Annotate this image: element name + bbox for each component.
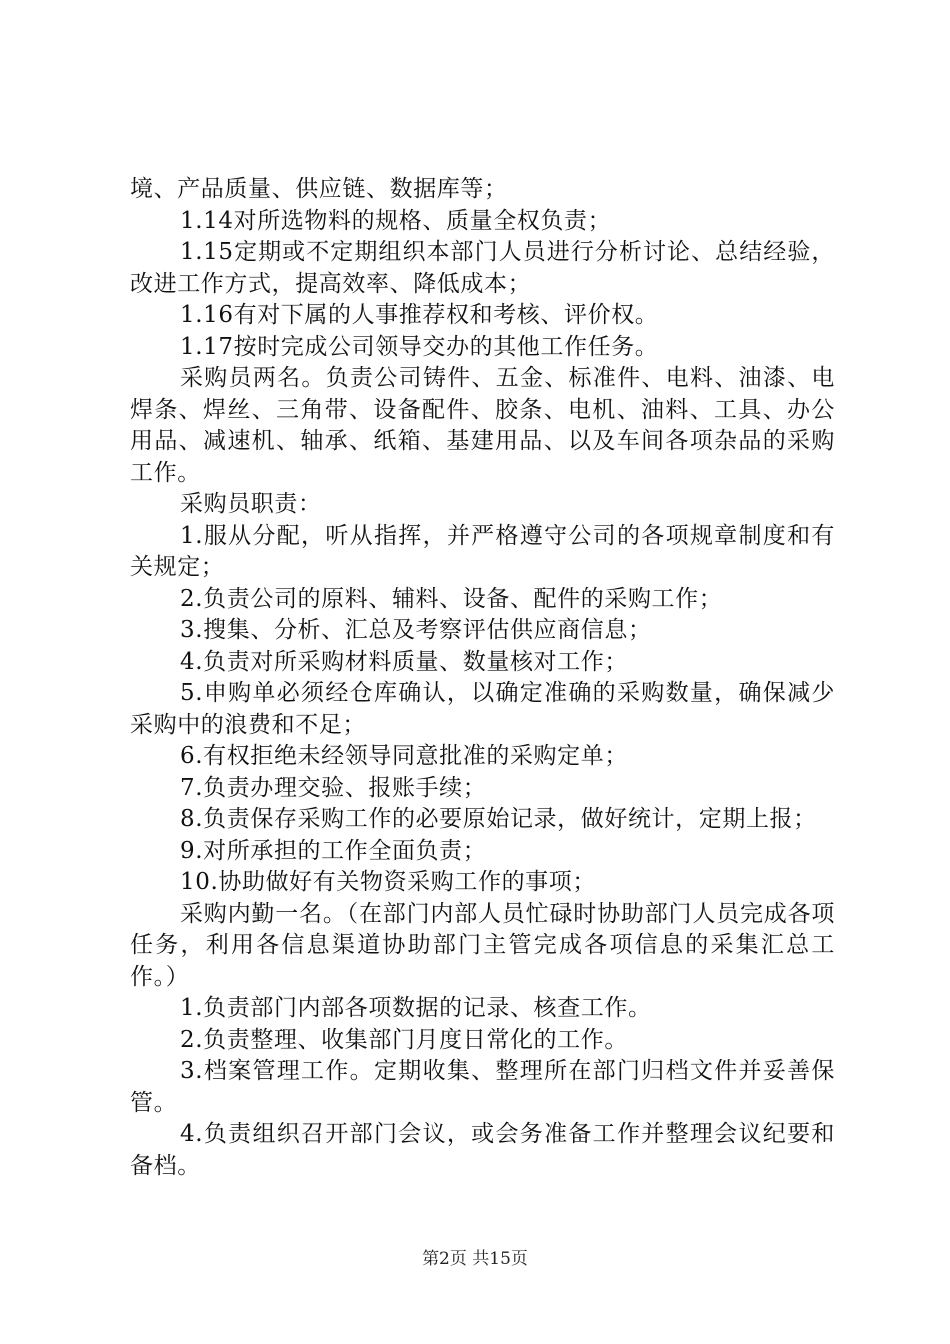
paragraph-13: 6.有权拒绝未经领导同意批准的采购定单；: [180, 743, 628, 769]
paragraph-21: 3.档案管理工作。定期收集、整理所在部门归档文件并妥善保管。: [130, 1058, 835, 1116]
paragraph-17: 10.协助做好有关物资采购工作的事项；: [180, 869, 596, 895]
paragraph-4: 1.16有对下属的人事推荐权和考核、评价权。: [180, 302, 659, 328]
paragraph-6: 采购员两名。负责公司铸件、五金、标准件、电料、油漆、电焊条、焊丝、三角带、设备配件、胶条、电机、油料、工具、办公用品、减速机、轴承、纸箱、基建用品、以及车间各项杂品的采购工作。: [130, 365, 835, 486]
paragraph-9: 2.负责公司的原料、辅料、设备、配件的采购工作；: [180, 585, 723, 612]
paragraph-18: 采购内勤一名。（在部门内部人员忙碌时协助部门人员完成各项任务，利用各信息渠道协助部门主管完成各项信息的采集汇总工作。）: [130, 900, 835, 990]
paragraph-7: 采购员职责：: [180, 491, 322, 517]
paragraph-20: 2.负责整理、收集部门月度日常化的工作。: [180, 1026, 628, 1053]
paragraph-11: 4.负责对所采购材料质量、数量核对工作；: [180, 648, 628, 675]
paragraph-1: 境、产品质量、供应链、数据库等；: [130, 176, 508, 202]
paragraph-10: 3.搜集、分析、汇总及考察评估供应商信息；: [180, 617, 652, 643]
paragraph-12: 5.申购单必须经仓库确认，以确定准确的采购数量，确保减少采购中的浪费和不足；: [130, 680, 835, 738]
paragraph-2: 1.14对所选物料的规格、质量全权负责；: [180, 207, 612, 234]
paragraph-15: 8.负责保存采购工作的必要原始记录，做好统计，定期上报；: [180, 806, 817, 832]
paragraph-22: 4.负责组织召开部门会议，或会务准备工作并整理会议纪要和备档。: [130, 1121, 835, 1179]
paragraph-16: 9.对所承担的工作全面负责；: [180, 837, 487, 864]
paragraph-8: 1.服从分配，听从指挥，并严格遵守公司的各项规章制度和有关规定；: [130, 522, 835, 580]
paragraph-14: 7.负责办理交验、报账手续；: [180, 774, 487, 801]
paragraph-3: 1.15定期或不定期组织本部门人员进行分析讨论、总结经验，改进工作方式，提高效率、降低成本；: [130, 239, 835, 297]
page-number-footer: 第2页 共15页: [422, 1249, 528, 1269]
paragraph-19: 1.负责部门内部各项数据的记录、核查工作。: [180, 995, 652, 1021]
paragraph-5: 1.17按时完成公司领导交办的其他工作任务。: [180, 333, 659, 360]
document-body: [130, 174, 835, 1182]
